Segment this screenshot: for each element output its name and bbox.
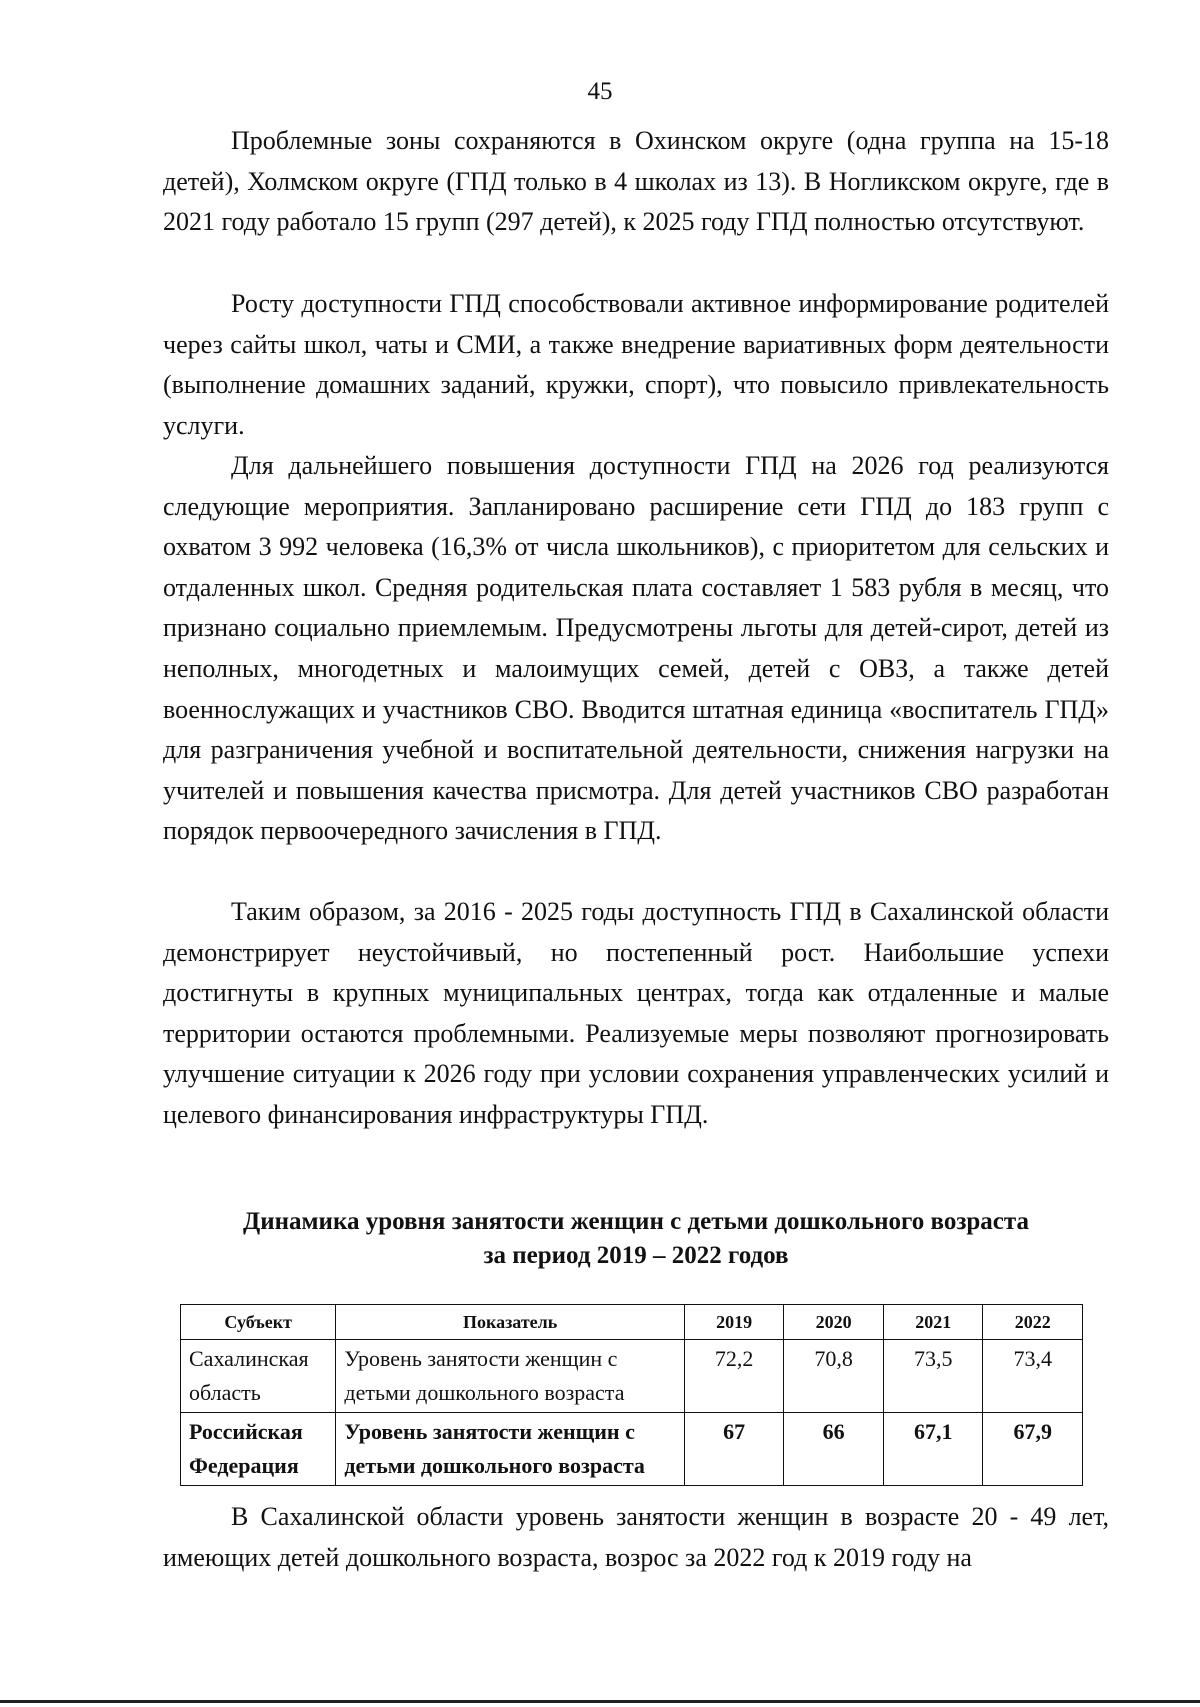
header-year-2019: 2019 — [684, 1305, 784, 1340]
paragraph-text: Росту доступности ГПД способствовали активное информирование родителей через сайты школ, чаты и СМИ, а также внедрение вариативных форм деятельности (выполнение домашних заданий, кружки, спорт), что повысило привлекательность услуги. — [163, 289, 1109, 440]
table-title — [163, 1205, 1109, 1273]
cell-subject: Сахалинская область — [181, 1340, 336, 1413]
page-number: 45 — [587, 78, 613, 105]
table-title-line-1: Динамика уровня занятости женщин с детьми дошкольного возраста — [243, 1208, 1029, 1235]
cell-value-2021: 67,1 — [883, 1413, 983, 1486]
paragraph — [163, 892, 1109, 1136]
cell-indicator: Уровень занятости женщин с детьми дошкольного возраста — [336, 1340, 685, 1413]
header-year-2021: 2021 — [883, 1305, 983, 1340]
cell-indicator: Уровень занятости женщин с детьми дошкольного возраста — [336, 1413, 685, 1486]
paragraph — [163, 1497, 1109, 1578]
cell-value-2022: 73,4 — [983, 1340, 1083, 1413]
employment-table — [180, 1304, 1083, 1486]
paragraph — [163, 284, 1109, 446]
cell-value-2020: 66 — [784, 1413, 884, 1486]
paragraph-text: Таким образом, за 2016 - 2025 годы доступность ГПД в Сахалинской области демонстрирует неустойчивый, но постепенный рост. Наибольшие успехи достигнуты в крупных муниципальных центрах, тогда как отдаленные и малые территории остаются проблемными. Реализуемые меры позволяют прогнозировать улучшение ситуации к 2026 году при условии сохранения управленческих усилий и целевого финансирования инфраструктуры ГПД. — [163, 897, 1109, 1129]
cell-value-2019: 67 — [684, 1413, 784, 1486]
header-indicator: Показатель — [336, 1305, 685, 1340]
table-title-line-2: за период 2019 – 2022 годов — [483, 1242, 789, 1269]
header-year-2020: 2020 — [784, 1305, 884, 1340]
table-header-row — [181, 1305, 1083, 1340]
paragraph — [163, 121, 1109, 243]
cell-value-2022: 67,9 — [983, 1413, 1083, 1486]
cell-subject: Российская Федерация — [181, 1413, 336, 1486]
cell-value-2020: 70,8 — [784, 1340, 884, 1413]
header-subject: Субъект — [181, 1305, 336, 1340]
header-year-2022: 2022 — [983, 1305, 1083, 1340]
paragraph — [163, 446, 1109, 852]
scan-edge-line — [0, 1700, 1200, 1703]
cell-value-2019: 72,2 — [684, 1340, 784, 1413]
paragraph-text: Для дальнейшего повышения доступности ГПД на 2026 год реализуются следующие мероприятия. Запланировано расширение сети ГПД до 183 групп с охватом 3 992 человека (16,3% от числа школьников), с приоритетом для сельских и отдаленных школ. Средняя родительская плата составляет 1 583 рубля в месяц, что признано социально приемлемым. Предусмотрены льготы для детей-сирот, детей из неполных, многодетных и малоимущих семей, детей с ОВЗ, а также детей военнослужащих и участников СВО. Вводится штатная единица «воспитатель ГПД» для разграничения учебной и воспитательной деятельности, снижения нагрузки на учителей и повышения качества присмотра. Для детей участников СВО разработан порядок первоочередного зачисления в ГПД. — [163, 451, 1109, 846]
paragraph-text: Проблемные зоны сохраняются в Охинском округе (одна группа на 15-18 детей), Холмском округе (ГПД только в 4 школах из 13). В Ногликском округе, где в 2021 году работало 15 групп (297 детей), к 2025 году ГПД полностью отсутствуют. — [163, 126, 1109, 237]
table-row — [181, 1340, 1083, 1413]
cell-value-2021: 73,5 — [883, 1340, 983, 1413]
table-row — [181, 1413, 1083, 1486]
paragraph-text: В Сахалинской области уровень занятости женщин в возрасте 20 - 49 лет, имеющих детей дошкольного возраста, возрос за 2022 год к 2019 году на — [163, 1502, 1109, 1572]
